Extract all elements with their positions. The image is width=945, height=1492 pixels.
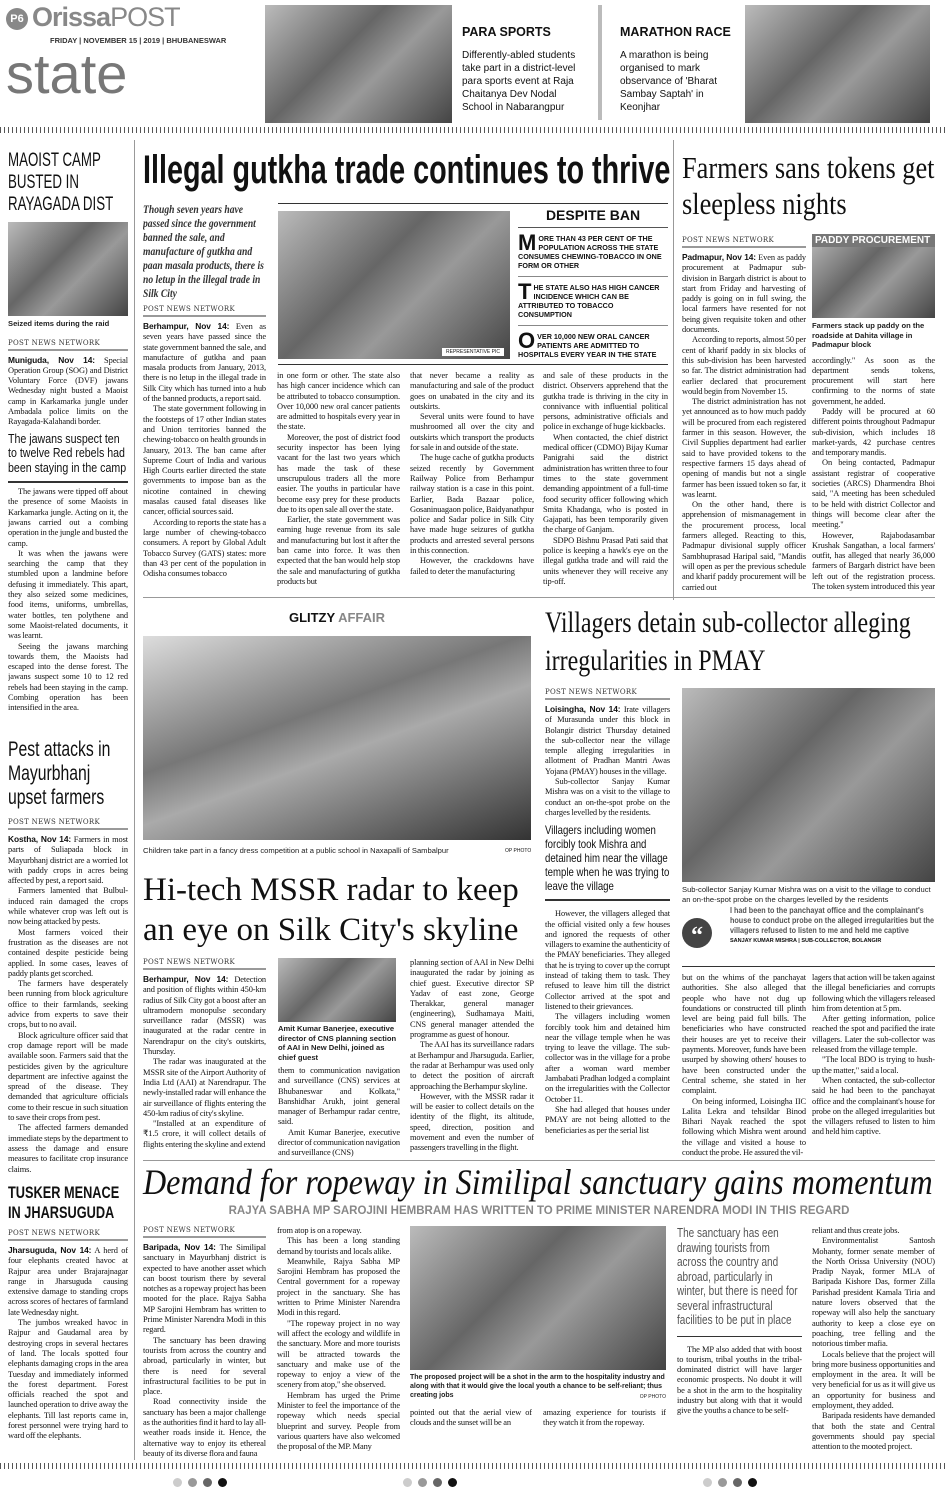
byline: POST NEWS NETWORK bbox=[682, 236, 806, 248]
drop-cap: M bbox=[518, 230, 537, 255]
quote-attribution: SANJAY KUMAR MISHRA | SUB-COLLECTOR, BOLANGIR bbox=[730, 938, 882, 944]
paragraph: The state government following in the footsteps of 17 other Indian states and Union territories banned the chewing-tobacco on health grounds in January, 2013. The ban came after Supreme Court of India and various High Courts earlier directed the state governments to impose ban as the nicotine contained in chewing masalas caused fatal diseases like cancer, official sources said. bbox=[143, 404, 266, 517]
paragraph: The affected farmers demanded immediate steps by the department to assess the damage and ensure measures to facilitate crop insurance claims. bbox=[8, 1123, 128, 1174]
seized-items-photo bbox=[8, 222, 128, 316]
paragraph: Farmers in most parts of Suliapada block in Mayurbhanj district are a worried lot with paddy crops in acres being affected by pest, a report said. bbox=[8, 835, 128, 886]
headline: TUSKER MENACE IN JHARSUGUDA bbox=[8, 1183, 120, 1222]
paragraph: Most farmers voiced their frustration as the diseases are not contained despite pesticide being applied. In some cases, leaves of paddy plants get scorched. bbox=[8, 927, 128, 978]
paragraph: According to reports, almost 50 per cent of kharif paddy in six blocks of this sub-division has been harvested so far. The district administration had earlier declared that procurement would begin from November 15. bbox=[682, 335, 806, 396]
paragraph: When contacted, the sub-collector said he had been to the panchayat office and the complainant's house for probe on the alleged irregularities but the villagers refused to listen to him and held him captive. bbox=[812, 1075, 935, 1137]
dateline-lead: Padmapur, Nov 14: bbox=[682, 252, 756, 262]
paragraph: When contacted, the chief district medical officer (CDMO) Bijay Kumar Panigrahi said the district administration has written three to four times to the state government demanding appointment of a full-time food security officer following which Smita Khadanga, who is posted in Gajapati, has been temporarily given the charge of Ganjam. bbox=[543, 432, 668, 535]
pull-quote: The jawans suspect ten to twelve Red rebels had been staying in the camp bbox=[8, 431, 127, 475]
photo-caption: Amit Kumar Banerjee, executive director of CNS planning section of AAI in New Delhi, joined as chief guest bbox=[278, 1024, 397, 1062]
paragraph: The AAI has its surveillance radars at Berhampur and Jharsuguda. Earlier, the radar at Berhampur was used only to detect the position of aircraft approaching the Berhampur skyline. bbox=[410, 1040, 534, 1091]
stat-item bbox=[518, 326, 668, 365]
paragraph: However, with the MSSR radar it will be easier to collect details on the identity of the flight, its altitude, speed, direction, position and movement and even the number of passengers travelling in the flight. bbox=[410, 1091, 534, 1153]
subhead: RAJYA SABHA MP SAROJINI HEMBRAM HAS WRITTEN TO PRIME MINISTER NARENDRA MODI IN THIS REGARD bbox=[228, 1205, 850, 1217]
registration-marks bbox=[400, 1474, 460, 1492]
headline-line: Hi-tech MSSR radar to keep bbox=[143, 872, 519, 908]
paragraph: Seeing the jawans marching towards them, the Maoists had escaped into the dense forest. The jawans suspect some 10 to 12 red rebels had been staying in the camp. Combing operation has been intensified in the area. bbox=[8, 641, 128, 713]
dateline-lead: Baripada, Nov 14: bbox=[143, 1242, 216, 1252]
ropeway-col-4: amazing experience for tourists if they watch it from the ropeway. bbox=[543, 1408, 666, 1428]
paragraph: The district administration has not yet announced as to how much paddy will be procured from each registered farmer in this season. However, the Civil Supplies department had earlier said to have provided tokens to the respective farmers 15 days ahead of opening of mandis but not a single farmer has been issued token so far, it was learnt. bbox=[682, 397, 806, 499]
paragraph: Several units were found to have mushroomed all over the city and outskirts which transport the products for sale in and outside of the state. bbox=[410, 412, 534, 453]
paragraph: Earlier, the state government was earning huge revenue from its sale and manufacturing but lost it after the ban came into force. It was then expected that the ban would help stop the sale and manufacturing of gutkha products but bbox=[277, 515, 400, 586]
villagers-col-1 bbox=[545, 688, 670, 1160]
paragraph: "The local BDO is trying to hush-up the matter," said a local. bbox=[812, 1055, 935, 1075]
paragraph: lagers that action will be taken against the illegal beneficiaries and corrupts following which the villagers released him from detention at 5 pm. bbox=[812, 973, 935, 1013]
photo-credit: OP PHOTO bbox=[505, 848, 532, 854]
paragraph: The huge cache of gutkha products seized recently by Government Railway Police from Berhampur railway station is a case in this point. Earlier, Bada Bazaar police, Gosaninuagaon police, Baidyanathpur police and Sadar police in Silk City have made huge seizures of gutkha products and arrested several persons in this connection. bbox=[410, 453, 534, 556]
byline: POST NEWS NETWORK bbox=[8, 818, 128, 830]
quote-role: SUB-COLLECTOR, BOLANGIR bbox=[801, 938, 882, 944]
quote-icon: “ bbox=[682, 918, 712, 948]
paragraph: The MP also added that with boost to tourism, tribal youths in the tribal-dominated district will have larger economic prospects. No doubt it will be a shot in the arm to the hospitality industry but along with that it would give the youths a chance to be self- bbox=[677, 1344, 802, 1416]
paragraph: Meanwhile, Rajya Sabha MP Sarojini Hembram has proposed the Central government for a ropeway project in the sanctuary. She has written to Prime Minister Narendra Modi in this regard. bbox=[277, 1256, 400, 1318]
ropeway-photo-block bbox=[410, 1226, 666, 1458]
drop-cap: T bbox=[518, 279, 532, 304]
byline: POST NEWS NETWORK bbox=[143, 1226, 266, 1238]
paragraph: Even as seven years have passed since the state government banned the sale, and manufacture of gutkha and paan masala products from January, 2013, there is no letup in the illegal trade in Silk City which has turned into a hub of the banned products, a report said. bbox=[143, 322, 266, 404]
maoist-story bbox=[8, 150, 128, 732]
paragraph: Road connectivity inside the sanctuary has been a major challenge as the authorities find it hard to lay all-weather roads inside it. Hence, the alternative way to enjoy its ethereal beauty of its diverse flora and fauna bbox=[143, 1397, 266, 1458]
paragraph: "Installed at an expenditure of ₹1.5 crore, it will collect details of flights entering the skyline and extend bbox=[143, 1119, 266, 1149]
glitzy-label bbox=[143, 610, 531, 625]
fancy-dress-photo bbox=[143, 636, 531, 840]
quote-text: I had been to the panchayat office and the complainant's house to conduct probe on the alleged irregularities but the villagers refused to listen to me and held me captive bbox=[730, 906, 935, 935]
paragraph: Locals believe that the project will bring more business opportunities and employment in the area. It will be very beneficial for us as it will give us an opportunity for business and employment, they added. bbox=[812, 1349, 935, 1411]
paragraph: and sale of these products in the district. Observers apprehend that the gutkha trade is thriving in the city in connivance with influential political persons, administrative officials and police in exchange of huge kickbacks. bbox=[543, 371, 668, 432]
paragraph: Detection and position of flights within 450-km radius of Silk City got a boost after an ultramodern monopulse secondary surveillance radar (MSSR) was inaugurated at the radar centre in Narendrapur on the city's outskirts, Thursday. bbox=[143, 975, 266, 1057]
stat-item bbox=[518, 228, 668, 277]
paragraph: SDPO Bishnu Prasad Pati said that police is keeping a hawk's eye on the illegal gutkha trade and will raid the units whenever they will receive any tip-off. bbox=[543, 535, 668, 586]
paragraph: The jawans were tipped off about the presence of some Maoists in Karkamarka jungle. Acting on it, the jawans carried out a combing operation in the jungle and busted the camp. bbox=[8, 487, 128, 548]
paragraph: On being informed, Loisingha IIC Lalita Lekra and tehsildar Binod Bihari Nayak reached the spot following which Mishra went around the village and visited a house to conduct the probe. He assured the vil- bbox=[682, 1096, 806, 1158]
quote-name: SANJAY KUMAR MISHRA bbox=[730, 938, 797, 944]
byline: POST NEWS NETWORK bbox=[545, 688, 670, 700]
dateline-lead: Loisingha, Nov 14: bbox=[545, 704, 621, 714]
photo-credit: OP PHOTO bbox=[639, 1394, 666, 1400]
paragraph: On being contacted, Padmapur assistant registrar of cooperative societies (ARCS) Dharmendra Bhoi said, "A meeting has been scheduled to be held with district Collector and things will become clear after the meeting." bbox=[812, 458, 935, 530]
byline: POST NEWS NETWORK bbox=[8, 1229, 128, 1241]
registration-marks bbox=[170, 1474, 230, 1492]
photo-caption-box bbox=[410, 1373, 666, 1402]
paragraph: According to reports the state has a large number of chewing-tobacco consumers. A report by Global Adult Tobacco Survey (GATS) states: more than 43 per cent of the population in Odisha consumes tobacco bbox=[143, 517, 266, 579]
paragraph: Block agriculture officer said that crop damage report will be made available soon. Farmers said that the pesticides given by the agriculture department are infective against the spread of the disease. They demanded that agriculture officials come to their rescue in such situation to save their crops from pest. bbox=[8, 1030, 128, 1123]
byline: POST NEWS NETWORK bbox=[8, 339, 128, 351]
paragraph: Special Operation Group (SOG) and District Voluntary Force (DVF) jawans Wednesday night busted a Maoist camp in Karkamarka jungle under Ambadala police limits on the Rayagada-Kalahandi border. bbox=[8, 355, 128, 427]
photo-label: PADDY PROCUREMENT bbox=[812, 234, 935, 247]
marathon-photo bbox=[745, 5, 930, 123]
footer-divider bbox=[0, 1463, 945, 1469]
headline: Pest attacks in Mayurbhanj upset farmers bbox=[8, 738, 111, 809]
standfirst: Though seven years have passed since the government banned the sale, and manufacture of gutkha and paan masala products, there is no letup in the illegal trade in Silk City bbox=[143, 204, 264, 300]
photo-caption: Farmers stack up paddy on the roadside at Dahita village in Padmapur block bbox=[812, 321, 925, 349]
paragraph: accordingly." As soon as the department sends tokens, procurement will start here confirming to the norms of state government, he added. bbox=[812, 355, 935, 406]
farmers-headline: Farmers sans tokens get sleepless nights bbox=[682, 150, 935, 221]
paragraph: Sub-collector Sanjay Kumar Mishra was on a visit to the village to conduct an on-the-spot probe on the charges levelled by the residents. bbox=[545, 777, 670, 817]
paragraph: Baripada residents have demanded that both the state and Central governments should pay special attention to the mooted project. bbox=[812, 1411, 935, 1452]
paragraph: from atop is on a ropeway. bbox=[277, 1226, 362, 1235]
photo-credit: REPRESENTATIVE PIC bbox=[442, 348, 504, 356]
brand-name-a: Orissa bbox=[32, 2, 111, 32]
ropeway-col-1 bbox=[143, 1226, 266, 1458]
radar-headline bbox=[143, 870, 519, 950]
paragraph: but on the whims of the panchayat authorities. She also alleged that people who have not dug up foundations or constructed till plinth level are being paid full bills. The beneficiaries who have constructed their houses are yet to receive their payments. Moreover, funds have been usurped by showing others' houses to have been constructed under the Central scheme, she stated in her complaint. bbox=[682, 973, 806, 1096]
paragraph: The Similipal sanctuary in Mayurbhanj district is expected to have another asset which can boost tourism there by several notches as a ropeway project has been mooted for the place. Rajya Sabha MP Sarojini Hembram has written to Prime Minister Narendra Modi in this regard. bbox=[143, 1243, 266, 1335]
gutkha-col-1 bbox=[143, 203, 266, 592]
dateline-lead: Kostha, Nov 14: bbox=[8, 834, 72, 844]
villagers-lead bbox=[545, 704, 670, 818]
tusker-story bbox=[8, 1183, 128, 1459]
gutkha-headline: Illegal gutkha trade continues to thrive bbox=[143, 148, 671, 192]
stat-item bbox=[518, 277, 668, 326]
paragraph: The villagers including women forcibly took him and detained him near the village temple when he was trying to leave the village. The sub-collector was in the village for a probe after a woman ward member Jambabati Pradhan lodged a complaint on the irregularities with the Collector October 11. bbox=[545, 1012, 670, 1104]
ropeway-col-5 bbox=[677, 1226, 802, 1458]
gutkha-col-2 bbox=[277, 371, 400, 592]
despite-ban-box bbox=[518, 207, 668, 365]
pull-quote-box bbox=[8, 432, 128, 484]
headline-line: an eye on Silk City's skyline bbox=[143, 912, 519, 948]
paragraph: reliant and thus create jobs. bbox=[812, 1226, 900, 1235]
dateline: FRIDAY | NOVEMBER 15 | 2019 | BHUBANESWAR bbox=[50, 36, 227, 45]
paragraph: She had alleged that houses under PMAY are not being allotted to the beneficiaries as per the serial list bbox=[545, 1104, 670, 1135]
para-sports-photo bbox=[265, 5, 452, 123]
ropeway-col-6 bbox=[812, 1226, 935, 1458]
paragraph: The radar was inaugurated at the MSSR site of the Airport Authority of India Ltd (AAI) at Narendrapur. The newly-installed radar will enhance the air surveillance of flights entering the 450-km radius of city's skyline. bbox=[143, 1057, 266, 1118]
teaser-text: Differently-abled students take part in a district-level para sports event at Raja Chaitanya Dev Nodal School in Nabarangpur bbox=[462, 50, 576, 113]
villagers-col-2 bbox=[682, 973, 806, 1160]
registration-marks bbox=[700, 1474, 760, 1492]
paragraph: However, the crackdowns have failed to deter the manufacturing bbox=[410, 556, 534, 576]
villagers-photo bbox=[682, 688, 935, 882]
gutkha-col-4 bbox=[543, 371, 668, 592]
column-rule bbox=[134, 140, 135, 1460]
quote-box bbox=[730, 906, 935, 964]
villagers-headline: Villagers detain sub-collector alleging irregularities in PMAY bbox=[545, 606, 911, 677]
farmers-col-1 bbox=[682, 236, 806, 592]
paragraph: The jumbos wreaked havoc in Rajpur and Gaudamal area by destroying crops in several hectares of land. The locals spotted four elephants damaging crops in the area Tuesday and immediately informed the forest department. Forest officials reached the spot and launched operation to drive away the elephants. Till last reports came in, forest personnel were trying hard to ward off the elephants. bbox=[8, 1318, 128, 1441]
stat-text: VER 10,000 NEW ORAL CANCER PATIENTS ARE ADMITTED TO HOSPITALS EVERY YEAR IN THE STATE bbox=[518, 332, 657, 359]
drop-cap: O bbox=[518, 328, 536, 353]
photo-caption: Seized items during the raid bbox=[8, 319, 110, 328]
dateline-lead: Jharsuguda, Nov 14: bbox=[8, 1245, 92, 1255]
teaser-text: A marathon is being organised to mark observance of 'Bharat Sambay Saptah' in Keonjhar bbox=[620, 50, 717, 113]
teaser-title: PARA SPORTS bbox=[462, 25, 551, 39]
radar-col-3 bbox=[410, 958, 534, 1160]
paragraph: Irate villagers of Murasunda under this block in Bolangir district Thursday detained the sub-collector near the village temple alleging irregularities in allotment of Pradhan Mantri Awas Yojana (PMAY) houses in the village. bbox=[545, 705, 670, 776]
paragraph: However, the villagers alleged that the official visited only a few houses and ignored the requests of other villagers to examine the authenticity of the PMAY beneficiaries. They alleged that he is trying to cover up the corrupt instead of taking them to task. They refused to leave him till the district Collector arrived at the spot and listened to their grievances. bbox=[545, 909, 670, 1011]
paragraph: On the other hand, there is apprehension of mismanagement in the procurement process, local farmers alleged. Reacting to this, Padmapur divisional supply officer Sambhuprasad Haripal said, "Mandis will open as per the previous schedule and kharif paddy procurement will be carried out bbox=[682, 500, 806, 592]
page-number-badge: P6 bbox=[6, 8, 28, 30]
ropeway-col-2 bbox=[277, 1226, 400, 1458]
headline: MAOIST CAMP BUSTED IN RAYAGADA DIST bbox=[8, 150, 114, 215]
paragraph: A herd of four elephants created havoc at Rajpur area under Brajarajnagar range in Jharsuguda causing extensive damage to standing crops across scores of hectares of farmland late Wednesday night. bbox=[8, 1246, 128, 1317]
paragraph: Environmentalist Santosh Mohanty, former senate member of the North Orissa University (NOU) Pradip Nayak, former MLA of Baripada Kishore Das, former Zilla Parishad president Kamala Tiria and nature lovers observed that the ropeway will also help the sanctuary authority to keep a close eye on poaching, tree felling and the notorious timber mafia. bbox=[812, 1236, 935, 1349]
ropeway-cols-3-4 bbox=[410, 1408, 666, 1429]
similipal-photo bbox=[410, 1226, 666, 1370]
paragraph: The sanctuary has been drawing tourists from across the country and abroad, particularly in winter, but there is need for several infrastructural facilities to be put in place. bbox=[143, 1335, 266, 1397]
stat-text: HE STATE ALSO HAS HIGH CANCER INCIDENCE WHICH CAN BE ATTRIBUTED TO TOBACCO CONSUMPTION bbox=[518, 283, 660, 319]
paragraph: Even as paddy procurement at Padmapur sub-division in Bargarh district is about to start from Friday and harvesting of paddy is going on in full swing, the local farmers have resented for not being given requisite token and other documents. bbox=[682, 253, 806, 335]
teaser-marathon[interactable] bbox=[620, 25, 738, 114]
label-b: AFFAIR bbox=[338, 610, 386, 625]
teaser-title: MARATHON RACE bbox=[620, 25, 731, 39]
pull-quote-box bbox=[677, 1226, 802, 1337]
paragraph: However, Rajabodasambar Krushak Sangathan, a local farmers' outfit, has alleged that nearly 36,000 farmers of Bargarh district have been left out of the registration process. The token system introduced this year bbox=[812, 530, 935, 592]
gutkha-photo bbox=[278, 211, 510, 359]
section-title: state bbox=[6, 42, 128, 105]
byline: POST NEWS NETWORK bbox=[143, 305, 266, 317]
villagers-col-3 bbox=[812, 973, 935, 1160]
photo-caption: Sub-collector Sanjay Kumar Mishra was on a visit to the village to conduct an on-the-spot probe on the charges levelled by the residents bbox=[682, 885, 931, 904]
label-a: GLITZY bbox=[288, 610, 335, 625]
paragraph: It was when the jawans were searching the camp that they stumbled upon a landmine before defusing it immediately. This apart, they also seized some medicines, food items, uniforms, umbrellas, water bottles, ten polythene and some Maoist-related documents, it was learnt. bbox=[8, 548, 128, 641]
paragraph: Amit Kumar Banerjee, executive director of communication navigation and surveillance (CNS) bbox=[278, 1127, 400, 1158]
dateline-lead: Muniguda, Nov 14: bbox=[8, 354, 95, 365]
stat-text: ORE THAN 43 PER CENT OF THE POPULATION ACROSS THE STATE CONSUMES CHEWING-TOBACCO IN ONE FORM OR OTHER bbox=[518, 234, 662, 270]
pest-story bbox=[8, 738, 128, 1178]
paragraph: them to communication navigation and surveillance (CNS) services at Bhubaneswar and Kolkata," Banshidhar Arukh, joint general manager of Berhampur radar centre, said. bbox=[278, 1066, 400, 1127]
paragraph: This has been a long standing demand by tourists and locals alike. bbox=[277, 1236, 400, 1256]
paragraph: After getting information, police reached the spot and pacified the irate villagers. Later the sub-collector was released from the village temple. bbox=[812, 1014, 935, 1055]
radar-col-1 bbox=[143, 958, 266, 1160]
paragraph: Paddy will be procured at 60 different points throughout Padmapur sub-division, which includes 18 market-yards, 42 purchase centres and temporary mandis. bbox=[812, 406, 935, 458]
paragraph: The farmers have desperately been running from block agriculture office to their farmlands, seeking advice from experts to save their crops, but to no avail. bbox=[8, 979, 128, 1030]
masthead-divider bbox=[0, 127, 945, 133]
paragraph: Hembram has urged the Prime Minister to feel the importance of the ropeway which needs special blueprint and survey. People from various quarters have also welcomed the proposal of the MP. Many bbox=[277, 1390, 400, 1452]
farmers-col-2 bbox=[812, 234, 935, 592]
paragraph: in one form or other. The state also has high cancer incidence which can be attributed to tobacco consumption. Over 10,000 new oral cancer patients are admitted to hospitals every year in the state. bbox=[277, 371, 400, 432]
paragraph: "The ropeway project in no way will affect the ecology and wildlife in the sanctuary. More and more tourists will be attracted towards the sanctuary and make use of the ropeway to enjoy a view of the scenery from atop," she observed. bbox=[277, 1318, 400, 1390]
paddy-photo bbox=[812, 234, 935, 318]
brand-name-b: POST bbox=[110, 2, 180, 32]
dateline-lead: Berhampur, Nov 14: bbox=[143, 321, 230, 331]
radar-col-2 bbox=[278, 958, 400, 1160]
paragraph: planning section of AAI in New Delhi inaugurated the radar by joining as chief guest. Executive director SP Yadav of east zone, George Therakkar, general manager (engineering), Sudhamaya Maiti, CNS general manager attended the programme as guest of honour. bbox=[410, 958, 534, 1040]
ropeway-headline: Demand for ropeway in Similipal sanctuary gains momentum bbox=[143, 1162, 933, 1202]
pull-quote-box bbox=[545, 823, 670, 901]
paragraph: Moreover, the post of district food security inspector has been lying vacant for the last two years which has made the task of these unscrupulous traders all the more easier. The youths in particular have become easy prey for these products due to its open sale all over the state. bbox=[277, 432, 400, 514]
brand-logo bbox=[32, 2, 180, 33]
pull-quote: Villagers including women forcibly took Mishra and detained him near the village temple when he was trying to leave the village bbox=[545, 823, 670, 894]
radar-photo bbox=[278, 958, 396, 1022]
dateline-lead: Berhampur, Nov 14: bbox=[143, 974, 229, 984]
teaser-para-sports[interactable] bbox=[462, 25, 587, 114]
box-title: DESPITE BAN bbox=[518, 207, 668, 228]
pull-quote: The sanctuary has een drawing tourists from across the country and abroad, particularly in winter, but there is need for several infrastructural facilities to be put in place bbox=[677, 1226, 798, 1327]
photo-caption: The proposed project will be a shot in the arm to the hospitality industry and along with that it would give the local youth a chance to be self-reliant; thus creating jobs bbox=[410, 1374, 665, 1399]
gutkha-col-3 bbox=[410, 371, 534, 592]
divider bbox=[598, 5, 602, 120]
ropeway-col-3: pointed out that the aerial view of clouds and the sunset will be an bbox=[410, 1408, 532, 1428]
paragraph: that never became a reality as manufacturing and sale of the product goes on unabated in the city and its outskirts. bbox=[410, 371, 534, 411]
byline: POST NEWS NETWORK bbox=[143, 958, 266, 970]
photo-caption: Children take part in a fancy dress competition at a public school in Naxapalli of Sambalpur bbox=[143, 846, 449, 855]
paragraph: Farmers lamented that Bulbul-induced rain damaged the crops while whatever crop was left out is now being attacked by pests. bbox=[8, 886, 128, 927]
